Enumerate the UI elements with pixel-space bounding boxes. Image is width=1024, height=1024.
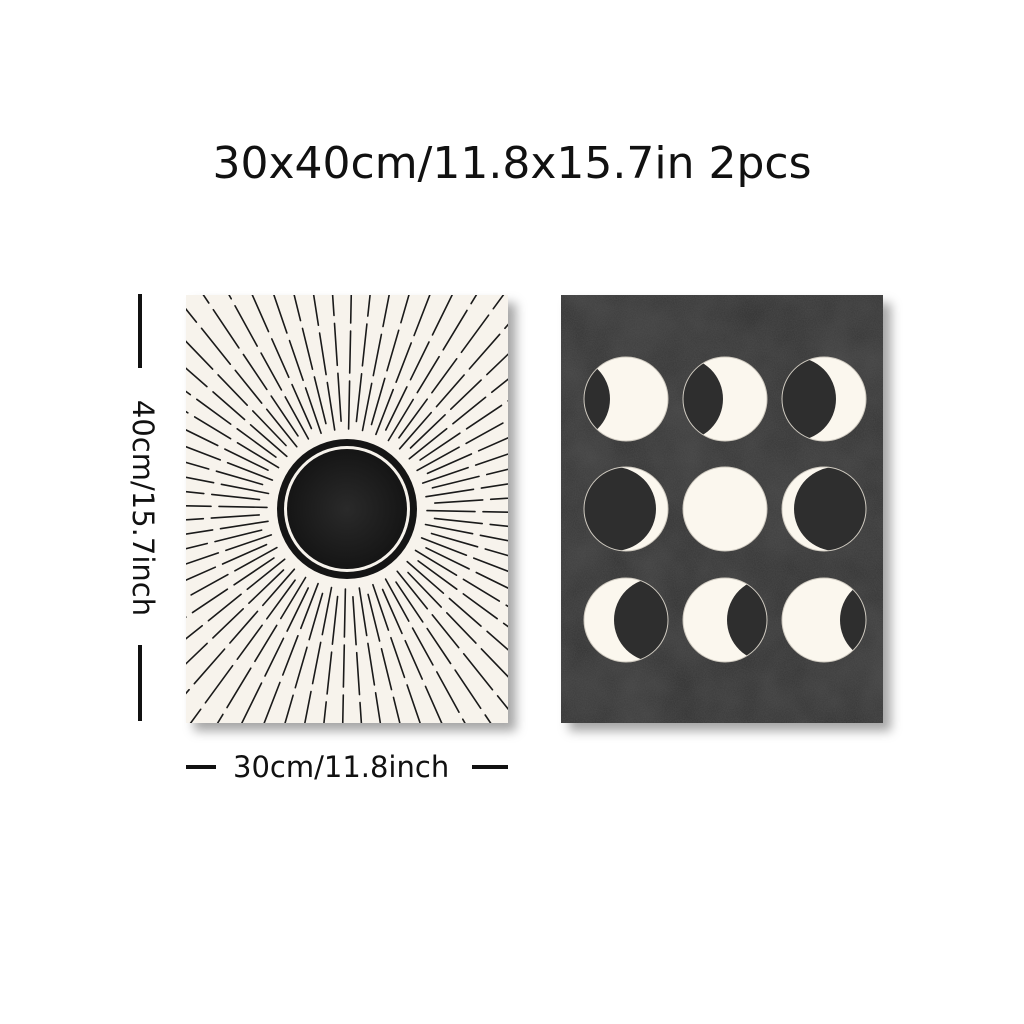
sun-ray-segment — [186, 475, 214, 483]
sun-ray-segment — [426, 525, 473, 534]
sun-ray-segment — [349, 381, 350, 429]
sun-ray-segment — [283, 636, 298, 675]
height-dimension-label: 40cm/15.7inch — [126, 399, 160, 617]
sun-ray-segment — [186, 553, 218, 567]
sun-ray-segment — [186, 457, 209, 469]
width-dimension-bar-left — [186, 765, 216, 769]
sun-ray-segment — [461, 315, 488, 352]
sun-ray-segment — [272, 339, 289, 377]
sun-ray-segment — [351, 295, 352, 323]
sun-ray-segment — [483, 512, 508, 513]
sun-ray-segment — [418, 561, 457, 589]
sun-ray-segment — [321, 702, 326, 723]
sun-ray-segment — [301, 584, 318, 629]
sun-ray-segment — [250, 295, 269, 332]
moon-phases-grid — [561, 357, 883, 662]
sun-ray-segment — [290, 295, 301, 321]
sun-ray-segment — [313, 642, 321, 683]
sun-ray-segment — [205, 666, 232, 703]
sun-ray-segment — [186, 336, 213, 369]
sun-ray-segment — [335, 323, 338, 365]
height-dimension-bar-top — [138, 294, 142, 368]
moon-phase-5 — [683, 467, 767, 551]
sun-ray-segment — [302, 692, 311, 724]
sun-ray-segment — [311, 295, 318, 325]
sun-ray-segment — [481, 649, 508, 682]
sun-ray-segment — [186, 295, 209, 303]
sun-ray-segment — [332, 597, 337, 645]
sun-ray-segment — [223, 545, 267, 564]
sun-ray-segment — [387, 330, 399, 370]
sun-ray-segment — [401, 295, 414, 323]
sun-ray-segment — [213, 310, 239, 348]
sun-ray-segment — [396, 343, 411, 382]
sun-ray-segment — [362, 324, 367, 366]
sun-ray-segment — [490, 524, 508, 529]
sun-ray-segment — [433, 295, 453, 335]
sun-ray-segment — [186, 445, 220, 460]
sun-ray-segment — [290, 341, 304, 381]
sun-ray-segment — [350, 331, 351, 373]
sun-ray-segment — [285, 397, 308, 439]
sun-ray-segment — [186, 643, 207, 675]
sun-ray-segment — [426, 489, 474, 496]
sun-ray-segment — [443, 310, 467, 349]
sun-ray-segment — [455, 670, 481, 708]
sun-ray-segment — [435, 518, 483, 523]
sun-ray-segment — [391, 638, 405, 678]
sun-ray-segment — [414, 295, 431, 336]
sun-ray-segment — [396, 582, 423, 622]
sun-ray-segment — [295, 647, 307, 687]
sun-ray-segment — [322, 588, 331, 635]
sun-ray-segment — [476, 573, 508, 592]
sun-ray-segment — [485, 549, 508, 561]
sun-ray-segment — [474, 558, 508, 573]
sun-ray-segment — [417, 447, 459, 470]
sun-ray-segment — [186, 295, 196, 322]
sun-ray-segment — [186, 530, 213, 537]
sun-ray-segment — [212, 494, 260, 499]
sun-ray-segment — [186, 519, 203, 522]
sun-ray-segment — [221, 484, 268, 493]
sun-ray-segment — [292, 385, 311, 429]
sun-ray-segment — [235, 306, 257, 346]
sun-ray-segment — [327, 652, 332, 694]
sun-ray-segment — [382, 649, 392, 690]
sun-ray-segment — [481, 482, 508, 489]
sun-ray-segment — [228, 463, 273, 480]
sun-ray-segment — [383, 295, 392, 327]
sun-ray-segment — [422, 538, 467, 555]
sun-ray-segment — [331, 295, 334, 315]
width-dimension-label: 30cm/11.8inch — [233, 750, 450, 784]
sun-ray-segment — [373, 334, 381, 375]
sun-ray-segment — [194, 649, 224, 684]
moon-artwork — [561, 295, 883, 723]
sun-ray-segment — [480, 535, 508, 543]
sun-ray-segment — [271, 396, 298, 436]
sun-ray-segment — [411, 342, 430, 380]
sun-ray-segment — [272, 295, 287, 333]
sun-ray-segment — [186, 505, 211, 506]
sun-ray-segment — [376, 693, 383, 723]
sun-artwork — [186, 295, 508, 723]
sun-ray-segment — [263, 683, 280, 724]
sun-ray-segment — [487, 465, 508, 475]
height-dimension-bar-bottom — [138, 645, 142, 721]
sun-ray-segment — [498, 696, 508, 723]
sun-ray-segment — [267, 580, 295, 619]
sun-ray-segment — [464, 654, 493, 690]
sun-ray-segment — [303, 328, 313, 369]
sun-ray-segment — [476, 452, 508, 466]
sun-ray-segment — [219, 506, 267, 507]
sun-ray-segment — [227, 668, 251, 707]
sun-ray-segment — [186, 709, 201, 723]
sun-ray-segment — [437, 672, 459, 712]
sun-ray-segment — [234, 558, 274, 585]
sun-ray-segment — [487, 343, 508, 375]
sun-ray-segment — [211, 515, 259, 518]
sun-ray-segment — [186, 567, 215, 584]
sun-ray-segment — [357, 653, 360, 695]
sun-ray-segment — [343, 645, 344, 687]
sun-ray-segment — [237, 429, 276, 457]
sun-ray-segment — [342, 695, 343, 723]
sun-ray-segment — [469, 334, 499, 369]
sun-ray-segment — [221, 521, 269, 528]
sun-ray-segment — [186, 544, 207, 554]
sun-disc — [287, 449, 407, 569]
sun-ray-segment — [356, 374, 361, 422]
sun-ray-segment — [353, 597, 356, 645]
sun-ray-segment — [368, 295, 373, 316]
sun-ray-segment — [225, 449, 268, 470]
sun-ray-segment — [186, 690, 189, 723]
sun-ray-segment — [186, 427, 218, 446]
sun-ray-segment — [386, 387, 407, 430]
sun-ray-segment — [428, 454, 472, 473]
sun-ray-segment — [359, 588, 366, 636]
sun-ray-segment — [383, 590, 402, 634]
sun-ray-segment — [265, 638, 284, 676]
sun-ray-segment — [394, 697, 405, 723]
sun-ray-segment — [202, 328, 231, 364]
sun-ray-segment — [426, 686, 445, 723]
sun-ray-segment — [338, 373, 341, 421]
sun-ray-segment — [376, 390, 393, 435]
sun-ray-segment — [420, 433, 460, 460]
sun-ray-segment — [241, 683, 261, 723]
sun-ray-segment — [327, 383, 334, 431]
sun-ray-segment — [360, 703, 363, 723]
sun-ray-segment — [427, 511, 475, 512]
sun-ray-segment — [235, 548, 277, 571]
sun-ray-segment — [505, 295, 508, 328]
sun-ray-segment — [280, 695, 293, 723]
sun-ray-segment — [435, 500, 483, 503]
moon-phases-print — [561, 295, 883, 723]
sun-ray-segment — [426, 548, 469, 569]
sun-ray-segment — [491, 497, 508, 500]
width-dimension-bar-right — [472, 765, 508, 769]
sun-ray-segment — [485, 715, 508, 723]
sun-ray-segment — [368, 643, 375, 685]
sun-ray-segment — [344, 589, 345, 637]
sun-ray-segment — [399, 399, 427, 438]
sun-ray-segment — [363, 383, 372, 430]
sun-ray-segment — [287, 588, 308, 631]
sun-rays-print — [186, 295, 508, 723]
sun-ray-segment — [186, 489, 204, 494]
sun-ray-segment — [320, 333, 327, 375]
sun-ray-segment — [493, 295, 508, 309]
sun-ray-segment — [407, 685, 422, 723]
sun-ray-segment — [386, 579, 409, 621]
sun-ray-segment — [405, 641, 422, 679]
page-title: 30x40cm/11.8x15.7in 2pcs — [212, 138, 812, 189]
sun-ray-segment — [479, 434, 508, 451]
